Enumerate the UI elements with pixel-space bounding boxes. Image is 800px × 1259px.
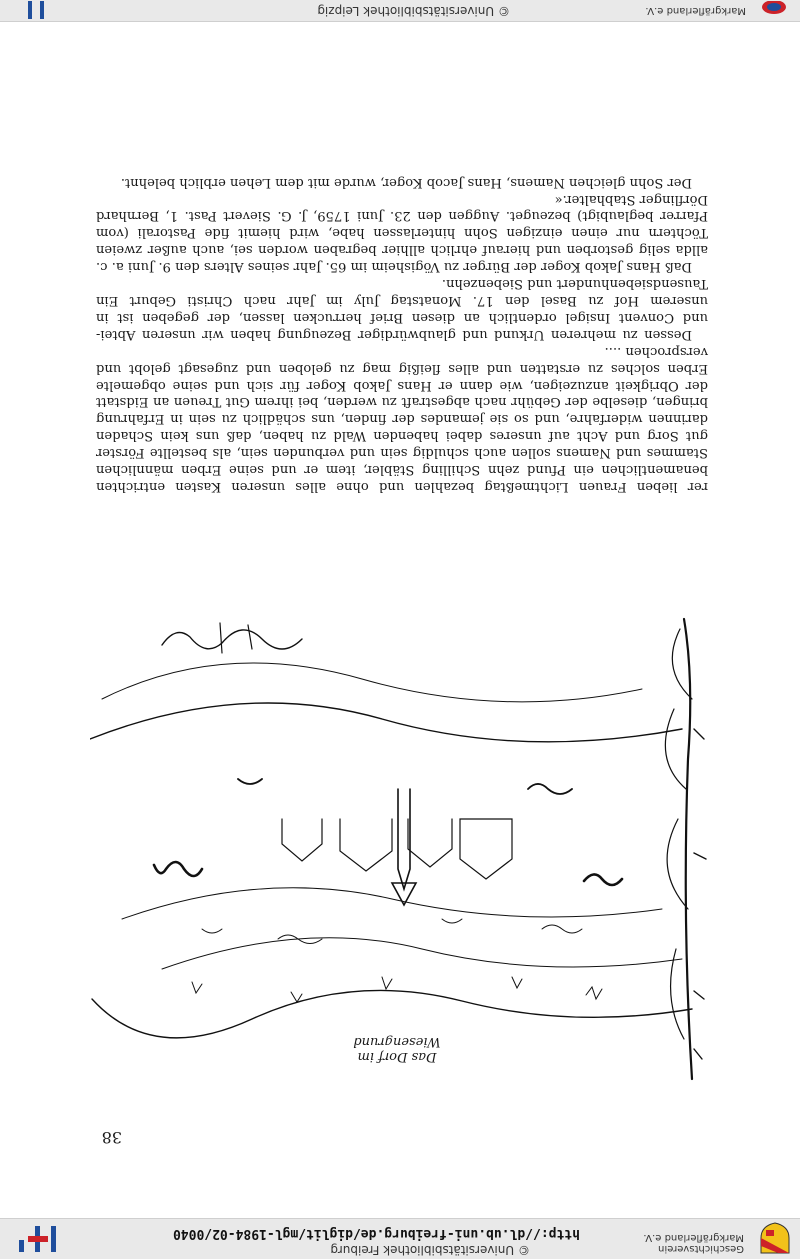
paragraph: Der Sohn gleichen Namens, Hans Jacob Koger, wurde mit dem Lehen erblich belehnt. [120, 174, 692, 190]
copyright-notice: © Universitätsbibliothek Freiburg [330, 1243, 530, 1257]
illustration-caption: Das Dorf im Wiesengrund [353, 1034, 441, 1064]
viewer-footer-strip [0, 0, 800, 22]
permalink-link[interactable]: http://dl.ub.uni-freiburg.de/diglit/mgl-1984-02/0040 [173, 1226, 580, 1241]
association-name: Markgräflerland e.V. [645, 5, 746, 16]
body-text [96, 173, 708, 494]
paragraph: Daß Hans Jakob Koger der Bürger zu Vögisheim im 65. Jahr seines Alters den 9. Juni a. c. allda selig gestorben und hierauf ehrlich allhier begraben worden sei, auch außer zweien Töchtern nur einen einzigen Sohn hinterlassen habe, wird hiemit fide Pastorali (vom Pfarrer beglaubigt) bezeuget. Auggen den 23. Juni 1759, J. G. Sievert Past. 1, Bernhard Dörflinger Stabhalter.« [96, 191, 708, 275]
viewer-header [0, 1218, 800, 1259]
paragraph: rer lieben Frauen Lichtmeßtag bezahlen und ohne alles unseren Kasten entrichten benamentlichen ein Pfund zehn Schilling Stäbler, item er und seine Erben männlichen Stammes und Namens sollen auch schuldig sein und verbunden sein, als bestellte Förster gut Sorg und Acht auf unseres dabei habenden Wald zu haben, daß uns kein Schaden darinnen widerfahre, und so sie jemandes der finden, uns schädlich zu sein in Erfahrung bringen, dieselbe der Gebühr nach abgestraft zu werden, bei ihrem Gut Treuen an Eidstatt der Obrigkeit anzuzeigen, wie dann er Hans Jakob Koger für sich und seine obgemelte Erben solches zu erstatten und alles fleißig mag zu geloben und zugesagt gelobt und versprochen .... [96, 343, 708, 494]
page-number: 38 [101, 1128, 122, 1147]
copyright-notice: © Universitätsbibliothek Leipzig [317, 4, 510, 18]
association-name: Geschichtsverein Markgräflerland e.V. [643, 1232, 744, 1254]
association-crest-icon [760, 1, 788, 19]
library-logo-icon [18, 1, 48, 19]
library-logo-icon [10, 1222, 60, 1256]
association-crest-icon [758, 1222, 792, 1256]
paragraph: Dessen zu mehreren Urkund und glaubwürdiger Bezeugung haben wir unseren Abtei- und Convent Insigel ordentlich an diesen Brief herrucken lassen, der gegeben ist in unserem Hof zu Basel den 17. Monatstag July im Jahr nach Christi Geburt Ein Tausendsiebenhundert und Siebenzehn. [96, 276, 708, 342]
